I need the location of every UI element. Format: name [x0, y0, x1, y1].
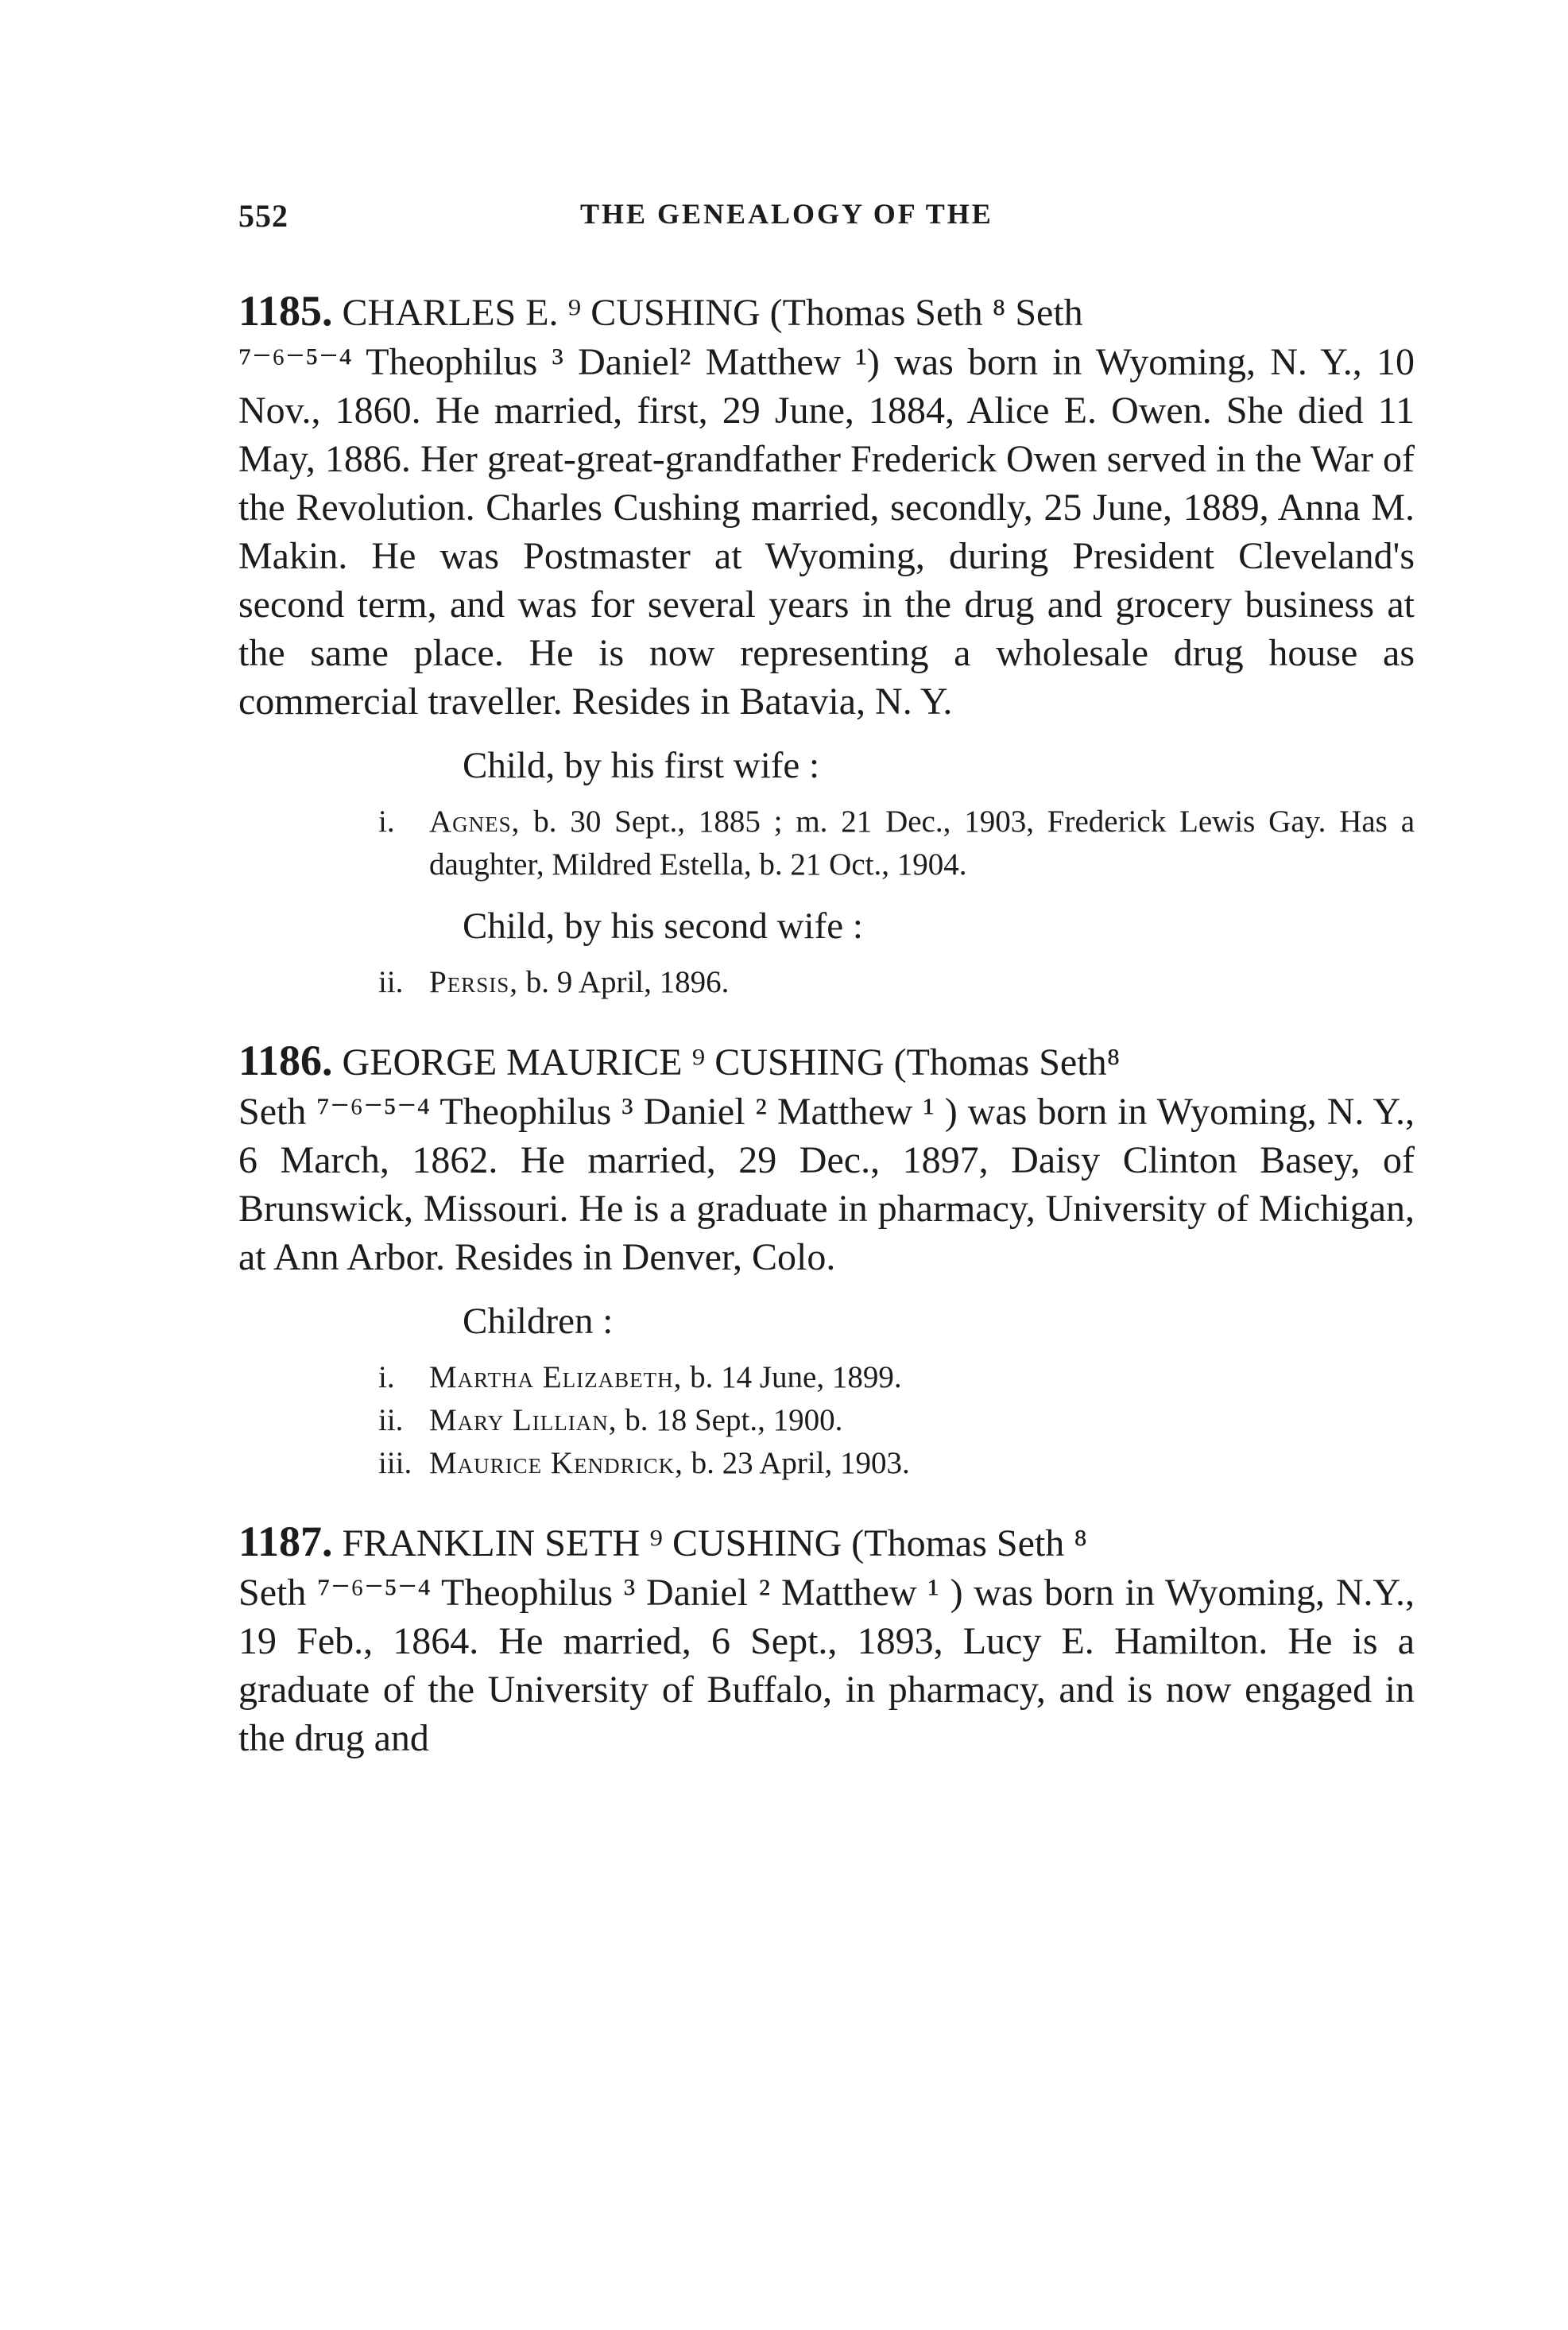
child-name: Maurice Kendrick, [429, 1446, 683, 1480]
child-number: ii. [378, 965, 404, 999]
child-number: i. [378, 804, 395, 839]
child-name: Martha Elizabeth, [429, 1360, 683, 1394]
child-details: b. 18 Sept., 1900. [617, 1403, 843, 1437]
children-list [238, 961, 1415, 1004]
child-item [238, 1442, 1415, 1485]
child-details: b. 14 June, 1899. [682, 1360, 902, 1394]
genealogy-entry [238, 1517, 1415, 1762]
child-number: i. [378, 1360, 395, 1394]
running-title: THE GENEALOGY OF THE [580, 198, 993, 230]
child-name: Persis, [429, 965, 518, 999]
child-number: iii. [378, 1446, 412, 1480]
entry-heading-line [238, 286, 1415, 338]
entry-paragraph: ⁷⁻⁶⁻⁵⁻⁴ Theophilus ³ Daniel² Matthew ¹) was born in Wyoming, N. Y., 10 Nov., 1860. He married, first, 29 June, 1884, Alice E. Owen. She died 11 May, 1886. Her great-great-grandfather Frederick Owen served in the War of the Revolution. Charles Cushing married, secondly, 25 June, 1889, Anna M. Makin. He was Postmaster at Wyoming, during President Cleveland's second term, and was for several years in the drug and grocery business at the same place. He is now representing a wholesale drug house as commercial traveller. Resides in Batavia, N. Y. [238, 341, 1415, 723]
child-details: b. 30 Sept., 1885 ; m. 21 Dec., 1903, Frederick Lewis Gay. Has a daughter, Mildred Estella, b. 21 Oct., 1904. [429, 804, 1415, 882]
child-item [238, 1356, 1415, 1399]
entry-paragraph: Seth ⁷⁻⁶⁻⁵⁻⁴ Theophilus ³ Daniel ² Matthew ¹ ) was born in Wyoming, N.Y., 19 Feb., 1864. He married, 6 Sept., 1893, Lucy E. Hamilton. He is a graduate of the University of Buffalo, in pharmacy, and is now engaged in the drug and [238, 1572, 1415, 1759]
entry-number: 1185. [238, 287, 333, 335]
entry-heading-line [238, 1517, 1415, 1568]
children-heading: Children : [463, 1301, 614, 1342]
running-header [238, 197, 1415, 245]
child-name: Mary Lillian, [429, 1403, 618, 1437]
genealogy-entry [238, 1036, 1415, 1485]
entry-number: 1187. [238, 1518, 333, 1565]
children-heading: Child, by his first wife : [463, 745, 820, 786]
entry-heading-line [238, 1036, 1415, 1087]
children-heading: Child, by his second wife : [463, 905, 863, 947]
entry-number: 1186. [238, 1037, 333, 1084]
child-details: b. 23 April, 1903. [683, 1446, 910, 1480]
entry-heading-text: GEORGE MAURICE ⁹ CUSHING (Thomas Seth⁸ [342, 1041, 1121, 1084]
child-details: b. 9 April, 1896. [517, 965, 730, 999]
child-item [238, 801, 1415, 886]
genealogy-entry [238, 286, 1415, 1004]
entry-paragraph: Seth ⁷⁻⁶⁻⁵⁻⁴ Theophilus ³ Daniel ² Matthew ¹ ) was born in Wyoming, N. Y., 6 March, 1862. He married, 29 Dec., 1897, Daisy Clinton Basey, of Brunswick, Missouri. He is a graduate in pharmacy, University of Michigan, at Ann Arbor. Resides in Denver, Colo. [238, 1091, 1415, 1278]
child-item [238, 961, 1415, 1004]
entry-heading-text: CHARLES E. ⁹ CUSHING (Thomas Seth ⁸ Seth [342, 292, 1083, 334]
child-item [238, 1399, 1415, 1442]
children-list [238, 1356, 1415, 1485]
entry-heading-text: FRANKLIN SETH ⁹ CUSHING (Thomas Seth ⁸ [342, 1522, 1087, 1564]
page-number: 552 [238, 198, 288, 234]
page-body [238, 286, 1415, 1762]
child-name: Agnes, [429, 804, 521, 839]
children-list [238, 801, 1415, 886]
child-number: ii. [378, 1403, 404, 1437]
